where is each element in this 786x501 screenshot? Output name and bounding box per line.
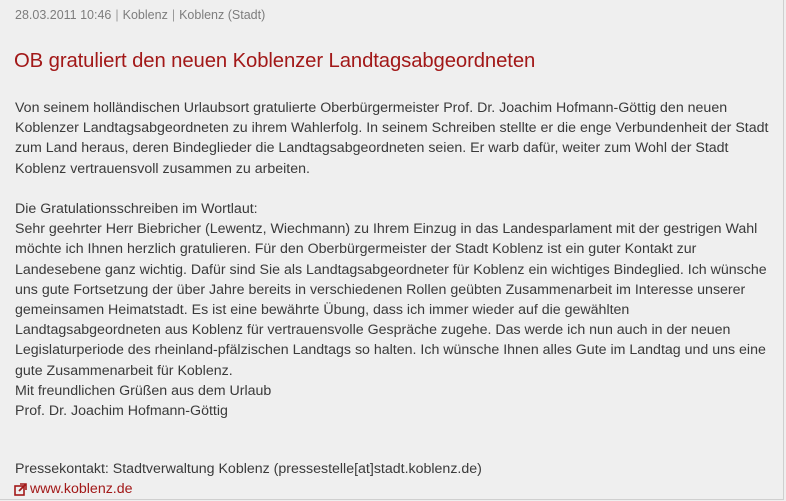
article-letter: Die Gratulationsschreiben im Wortlaut: Sehr geehrter Herr Biebricher (Lewentz, Wiechmann) zu Ihrem Einzug in das Landesparlament mit der gestrigen Wahl möchte ich Ihnen herzlich gratulieren. Für den Oberbürgermeister der Stadt Koblenz ist ein guter Kontakt zur Landesebene ganz wichtig. Dafür sind Sie als Landtagsabgeordneter für Koblenz ein wichtiges Bindeglied. Ich wünsche uns gute Fortsetzung der über Jahre bereits in verschiedenen Rollen geübten Zusammenarbeit im Interesse unserer gemeinsamen Heimatstadt. Es ist eine bewährte Übung, dass ich immer wieder auf die gewählten Landtagsabgeordneten aus Koblenz für vertrauensvolle Gespräche zugehe. Das werde ich nun auch in der neuen Legislaturperiode des rheinland-pfälzischen Landtags so halten. Ich wünsche Ihnen alles Gute im Landtag und uns eine gute Zusammenarbeit für Koblenz. Mit freundlichen Grüßen aus dem Urlaub Prof. Dr. Joachim Hofmann-Göttig bbox=[15, 201, 767, 420]
paragraph-gap bbox=[15, 179, 777, 199]
article-date: 28.03.2011 10:46 bbox=[15, 8, 112, 22]
article-intro: Von seinem holländischen Urlaubsort gratulierte Oberbürgermeister Prof. Dr. Joachim Hofmann-Göttig den neuen Koblenzer Landtagsabgeordneten zu ihrem Wahlerfolg. In seinem Schreiben stellte er die enge Verbundenheit der Stadt zum Land heraus, deren Bindeglieder die Landtagsabgeordneten seien. Er warb dafür, weiter zum Wohl der Stadt Koblenz vertrauensvoll zusammen zu arbeiten. bbox=[15, 100, 769, 177]
article-body bbox=[15, 98, 777, 421]
meta-separator: | bbox=[171, 8, 176, 22]
website-link[interactable] bbox=[14, 479, 133, 499]
website-link-label: www.koblenz.de bbox=[30, 481, 133, 497]
press-contact: Pressekontakt: Stadtverwaltung Koblenz (pressestelle[at]stadt.koblenz.de) bbox=[15, 461, 482, 477]
external-link-icon bbox=[14, 483, 27, 496]
subcategory-link[interactable]: Koblenz (Stadt) bbox=[179, 8, 266, 22]
article-meta bbox=[15, 8, 265, 22]
category-link[interactable]: Koblenz bbox=[122, 8, 168, 22]
article-title: OB gratuliert den neuen Koblenzer Landtagsabgeordneten bbox=[14, 50, 536, 72]
meta-separator: | bbox=[115, 8, 119, 22]
